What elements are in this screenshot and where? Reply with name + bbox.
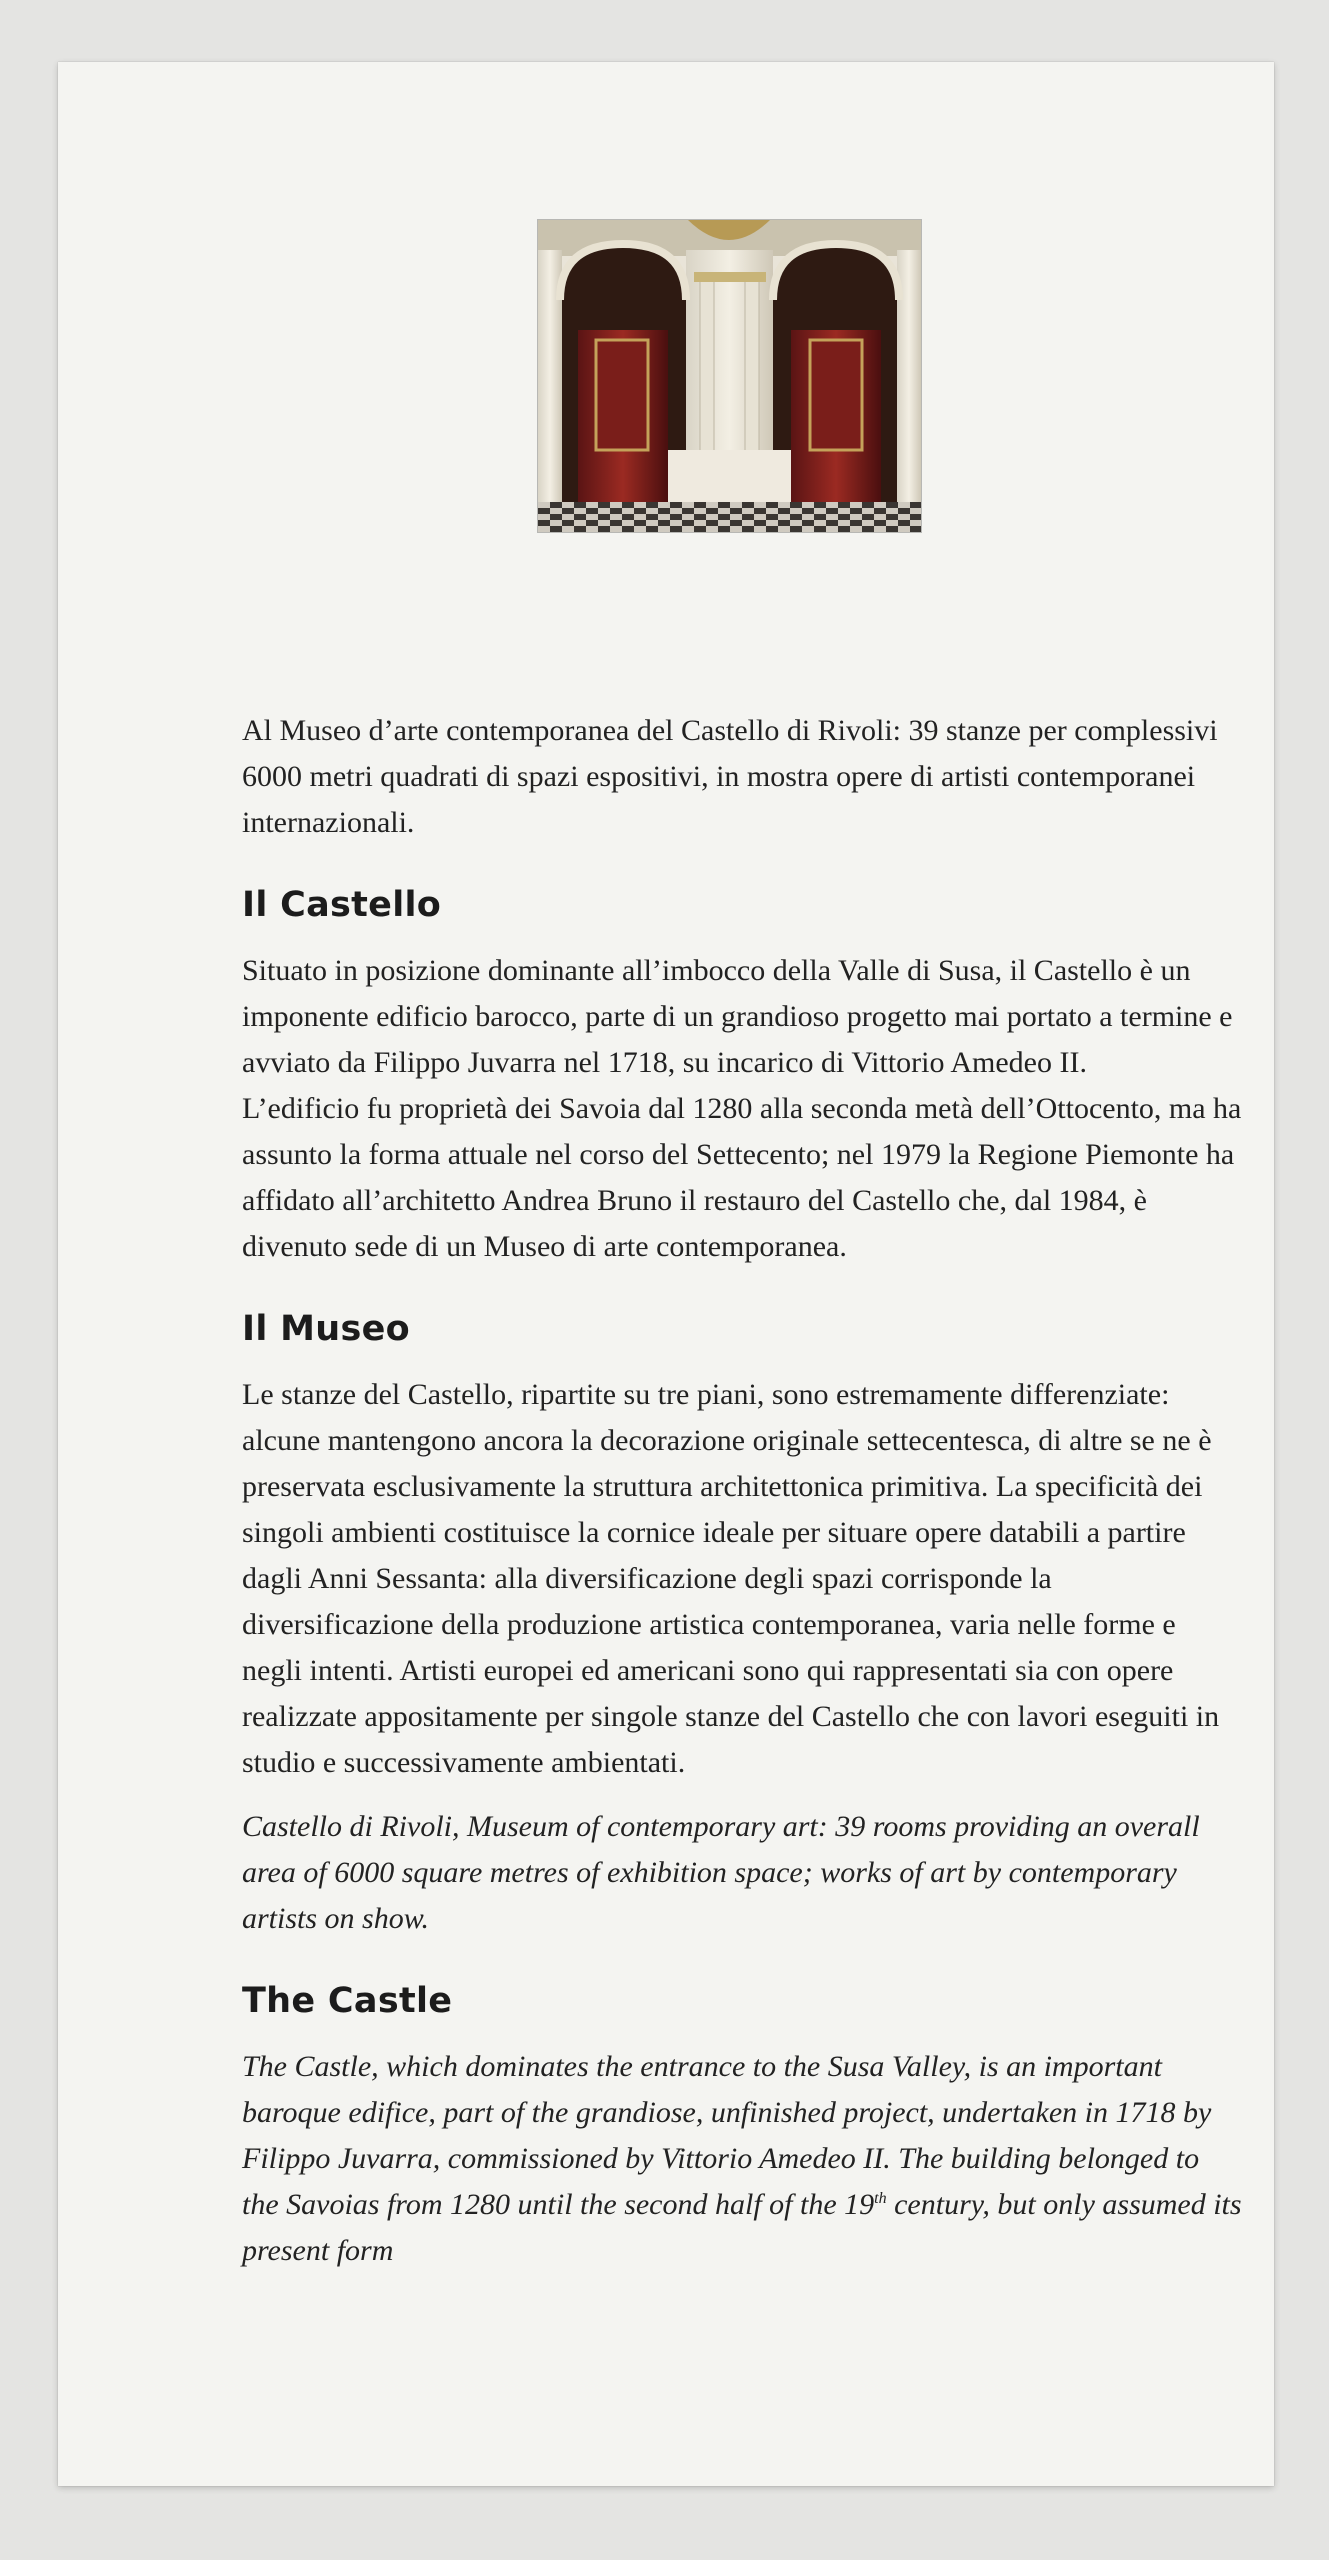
intro-paragraph-it: Al Museo d’arte contemporanea del Castello di Rivoli: 39 stanze per complessivi 6000 metri quadrati di spazi espositivi, in mostra opere di artisti contemporanei internazionali. bbox=[242, 714, 1218, 839]
heading-il-castello: Il Castello bbox=[242, 885, 442, 925]
brochure-page bbox=[58, 62, 1274, 2486]
brochure-text bbox=[242, 708, 1242, 2274]
castle-text-a: The Castle, which dominates the entrance to the Susa Valley, is an important baroque edifice, part of the grandiose, unfinished project, undertaken in 1718 by Filippo Juvarra, commissioned by Vittorio Amedeo II. The building belonged to the Savoias from 1280 until the second half of the 19 bbox=[242, 2050, 1212, 2221]
castle-paragraph-en bbox=[242, 2044, 1242, 2274]
castle-interior-photo bbox=[538, 220, 921, 532]
museo-paragraph: Le stanze del Castello, ripartite su tre piani, sono estremamente differenziate: alcune mantengono ancora la decorazione originale settecentesca, di altre se ne è preservata esclusivamente la struttura architettonica primitiva. La specificità dei singoli ambienti costituisce la cornice ideale per situare opere databili a partire dagli Anni Sessanta: alla diversificazione degli spazi corrisponde la diversificazione della produzione artistica contemporanea, varia nelle forme e negli intenti. Artisti europei ed americani sono qui rappresentati sia con opere realizzate appositamente per singole stanze del Castello che con lavori eseguiti in studio e successivamente ambientati. bbox=[242, 1378, 1220, 1779]
castello-paragraph-2: L’edificio fu proprietà dei Savoia dal 1280 alla seconda metà dell’Ottocento, ma ha assunto la forma attuale nel corso del Settecento; nel 1979 la Regione Piemonte ha affidato all’architetto Andrea Bruno il restauro del Castello che, dal 1984, è divenuto sede di un Museo di arte contemporanea. bbox=[242, 1092, 1242, 1263]
heading-il-museo: Il Museo bbox=[242, 1309, 410, 1349]
intro-paragraph-en: Castello di Rivoli, Museum of contemporary art: 39 rooms providing an overall area of 6000 square metres of exhibition space; works of art by contemporary artists on show. bbox=[242, 1810, 1200, 1935]
castle-text-b: century, but only assumed its present form bbox=[242, 2188, 1242, 2267]
castello-paragraph-1: Situato in posizione dominante all’imbocco della Valle di Susa, il Castello è un imponente edificio barocco, parte di un grandioso progetto mai portato a termine e avviato da Filippo Juvarra nel 1718, su incarico di Vittorio Amedeo II. bbox=[242, 954, 1233, 1079]
ordinal-suffix: th bbox=[874, 2190, 887, 2207]
heading-the-castle: The Castle bbox=[242, 1981, 453, 2021]
